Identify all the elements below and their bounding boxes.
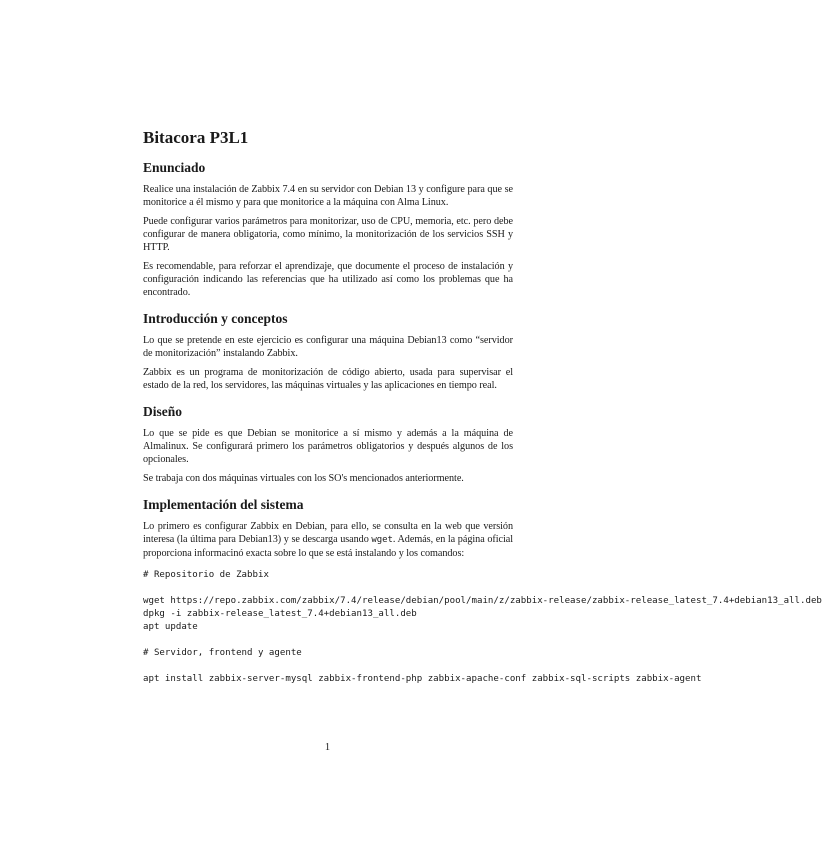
diseno-paragraph-1: Lo que se pide es que Debian se monitorice a sí mismo y además a la máquina de Almalinux. Se configurará primero los parámetros obligatorios y después algunos de los opcionales. — [143, 428, 513, 465]
page-content — [143, 128, 822, 686]
heading-diseno: Diseño — [143, 404, 183, 419]
code-dpkg-line: dpkg -i zabbix-release_latest_7.4+debian13_all.deb — [143, 609, 417, 619]
implementacion-text-before: Lo primero es configurar Zabbix en Debian, para ello, se consulta en la web que versión interesa (la última para Debian13) y se descarga usando — [143, 521, 513, 545]
page-number: 1 — [324, 742, 331, 753]
document-title: Bitacora P3L1 — [143, 128, 249, 147]
introduccion-paragraph-1: Lo que se pretende en este ejercicio es configurar una máquina Debian13 como “servidor de monitorización” instalando Zabbix. — [143, 335, 513, 359]
implementacion-paragraph-1 — [143, 520, 513, 560]
code-install-line: apt install zabbix-server-mysql zabbix-frontend-php zabbix-apache-conf zabbix-sql-scripts zabbix-agent — [143, 674, 702, 684]
code-wget-line: wget https://repo.zabbix.com/zabbix/7.4/release/debian/pool/main/z/zabbix-release/zabbix-release_latest_7.4+debian13_all.deb — [143, 596, 822, 606]
heading-enunciado: Enunciado — [143, 160, 206, 175]
implementacion-text-after: . Además, en la página oficial proporciona informacinó exacta sobre lo que se está instalando y los comandos: — [143, 534, 513, 559]
heading-introduccion: Introducción y conceptos — [143, 311, 288, 326]
enunciado-paragraph-2: Puede configurar varios parámetros para monitorizar, uso de CPU, memoria, etc. pero debe configurar de manera obligatoria, como mínimo, la monitorización de los servicios SSH y HTTP. — [143, 216, 513, 253]
introduccion-paragraph-2: Zabbix es un programa de monitorización de código abierto, usada para supervisar el estado de la red, los servidores, las máquinas virtuales y las aplicaciones en tiempo real. — [143, 367, 513, 391]
heading-implementacion: Implementación del sistema — [143, 497, 304, 512]
code-comment-repo: # Repositorio de Zabbix — [143, 570, 269, 580]
enunciado-paragraph-3: Es recomendable, para reforzar el aprendizaje, que documente el proceso de instalación y configuración indicando las referencias que ha utilizado así como los problemas que ha encontrado. — [143, 261, 513, 298]
code-update-line: apt update — [143, 622, 198, 632]
inline-code-wget: wget — [371, 535, 393, 545]
diseno-paragraph-2: Se trabaja con dos máquinas virtuales con los SO's mencionados anteriormente. — [143, 473, 464, 484]
enunciado-paragraph-1: Realice una instalación de Zabbix 7.4 en su servidor con Debian 13 y configure para que se monitorice a él mismo y para que monitorice a la máquina con Alma Linux. — [143, 184, 513, 208]
code-block — [143, 569, 822, 686]
code-comment-server: # Servidor, frontend y agente — [143, 648, 302, 658]
